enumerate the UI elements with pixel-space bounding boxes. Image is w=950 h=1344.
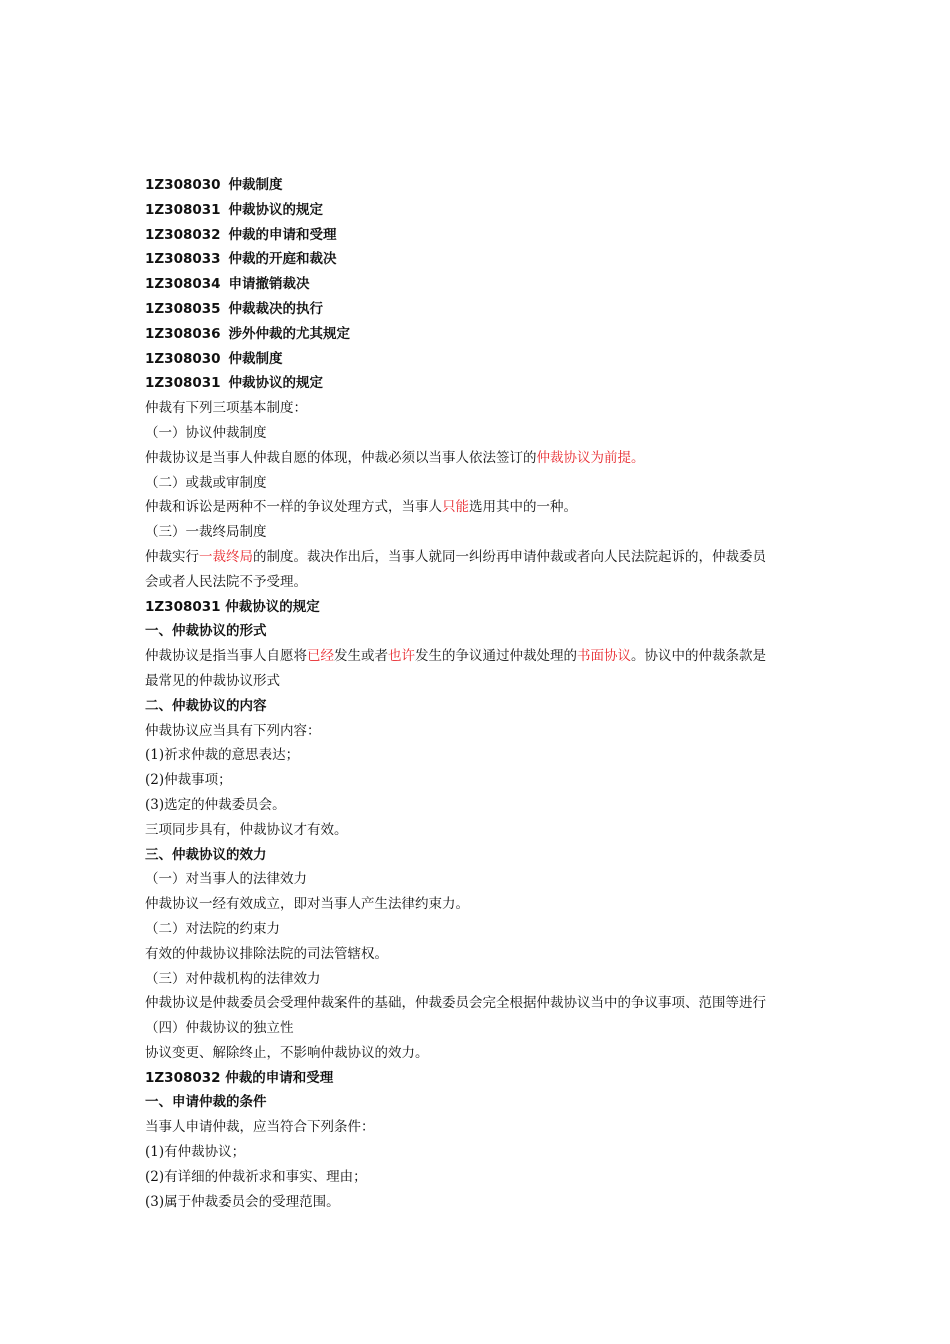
document-page	[145, 173, 815, 1214]
highlighted-text: 只能	[442, 499, 469, 516]
paragraph	[145, 495, 815, 520]
section-code: 1Z308030	[145, 350, 221, 367]
section-title: 仲裁裁决的执行	[228, 300, 324, 317]
section-heading: 1Z308032 仲裁的申请和受理	[145, 1069, 334, 1086]
list-item: (1)祈求仲裁的意思表达；	[145, 747, 300, 764]
text-run: 的制度。裁决作出后，当事人就同一纠纷再申请仲裁或者向人民法院起诉的，仲裁委员	[253, 548, 766, 565]
text-run: 发生或者	[334, 648, 388, 665]
toc-line	[145, 297, 815, 322]
toc-line	[145, 173, 815, 198]
toc-line	[145, 347, 815, 372]
paragraph	[145, 446, 815, 471]
highlighted-text: 书面协议	[577, 648, 631, 665]
section-code: 1Z308032	[145, 226, 221, 243]
section-code: 1Z308030	[145, 177, 221, 193]
section-code: 1Z308035	[145, 300, 221, 317]
toc-line	[145, 223, 815, 248]
text-run: 选用其中的一种。	[469, 499, 577, 516]
paragraph: 当事人申请仲裁，应当符合下列条件：	[145, 1119, 375, 1136]
section-title: 申请撤销裁决	[228, 276, 310, 293]
subheading: （二）对法院的约束力	[145, 920, 280, 937]
highlighted-text: 也许	[388, 648, 415, 665]
paragraph-continuation: 最常见的仲裁协议形式	[145, 672, 280, 689]
paragraph: 有效的仲裁协议排除法院的司法管辖权。	[145, 945, 388, 962]
section-code: 1Z308031	[145, 375, 221, 392]
subsection-heading: 一、申请仲裁的条件	[145, 1094, 267, 1111]
paragraph-continuation: 会或者人民法院不予受理。	[145, 573, 307, 590]
paragraph: 仲裁有下列三项基本制度：	[145, 400, 307, 417]
toc-line	[145, 371, 815, 396]
toc-line	[145, 272, 815, 297]
subheading: （三）一裁终局制度	[145, 524, 267, 541]
section-title: 仲裁制度	[228, 177, 283, 193]
paragraph: 仲裁协议一经有效成立，即对当事人产生法律约束力。	[145, 896, 469, 913]
toc-line	[145, 198, 815, 223]
section-title: 仲裁的开庭和裁决	[228, 251, 337, 268]
toc-line	[145, 322, 815, 347]
subheading: （三）对仲裁机构的法律效力	[145, 970, 321, 987]
text-run: 仲裁和诉讼是两种不一样的争议处理方式，当事人	[145, 499, 442, 516]
highlighted-text: 一裁终局	[199, 548, 253, 565]
section-title: 仲裁制度	[228, 350, 283, 367]
text-run: 仲裁协议是当事人仲裁自愿的体现，仲裁必须以当事人依法签订的	[145, 449, 537, 466]
list-item: (2)仲裁事项；	[145, 772, 232, 789]
section-code: 1Z308034	[145, 276, 221, 293]
list-item: (3)选定的仲裁委员会。	[145, 796, 286, 813]
text-run: 仲裁协议是指当事人自愿将	[145, 648, 307, 665]
text-run: 。协议中的仲裁条款是	[631, 648, 766, 665]
section-heading: 1Z308031 仲裁协议的规定	[145, 598, 320, 615]
section-code: 1Z308036	[145, 325, 221, 342]
section-title: 涉外仲裁的尤其规定	[228, 325, 351, 342]
paragraph: 仲裁协议应当具有下列内容：	[145, 722, 321, 739]
subsection-heading: 三、仲裁协议的效力	[145, 846, 267, 863]
subheading: （四）仲裁协议的独立性	[145, 1020, 294, 1037]
text-run: 仲裁实行	[145, 548, 199, 565]
text-run: 发生的争议通过仲裁处理的	[415, 648, 577, 665]
highlighted-text: 已经	[307, 648, 334, 665]
section-title: 仲裁的申请和受理	[228, 226, 337, 243]
paragraph: 三项同步具有，仲裁协议才有效。	[145, 821, 348, 838]
paragraph	[145, 644, 815, 669]
subsection-heading: 二、仲裁协议的内容	[145, 697, 267, 714]
subheading: （二）或裁或审制度	[145, 474, 267, 491]
section-code: 1Z308031	[145, 201, 221, 218]
paragraph	[145, 545, 815, 570]
paragraph: 协议变更、解除终止，不影响仲裁协议的效力。	[145, 1044, 429, 1061]
subheading: （一）协议仲裁制度	[145, 424, 267, 441]
list-item: (1)有仲裁协议；	[145, 1144, 246, 1161]
section-title: 仲裁协议的规定	[228, 375, 324, 392]
section-code: 1Z308033	[145, 251, 221, 268]
paragraph: 仲裁协议是仲裁委员会受理仲裁案件的基础，仲裁委员会完全根据仲裁协议当中的争议事项、范围等进行	[145, 995, 766, 1012]
list-item: (3)属于仲裁委员会的受理范围。	[145, 1193, 340, 1210]
highlighted-text: 仲裁协议为前提。	[536, 449, 645, 466]
toc-line	[145, 247, 815, 272]
list-item: (2)有详细的仲裁祈求和事实、理由；	[145, 1168, 367, 1185]
section-title: 仲裁协议的规定	[228, 201, 324, 218]
subsection-heading: 一、仲裁协议的形式	[145, 623, 267, 640]
subheading: （一）对当事人的法律效力	[145, 871, 307, 888]
